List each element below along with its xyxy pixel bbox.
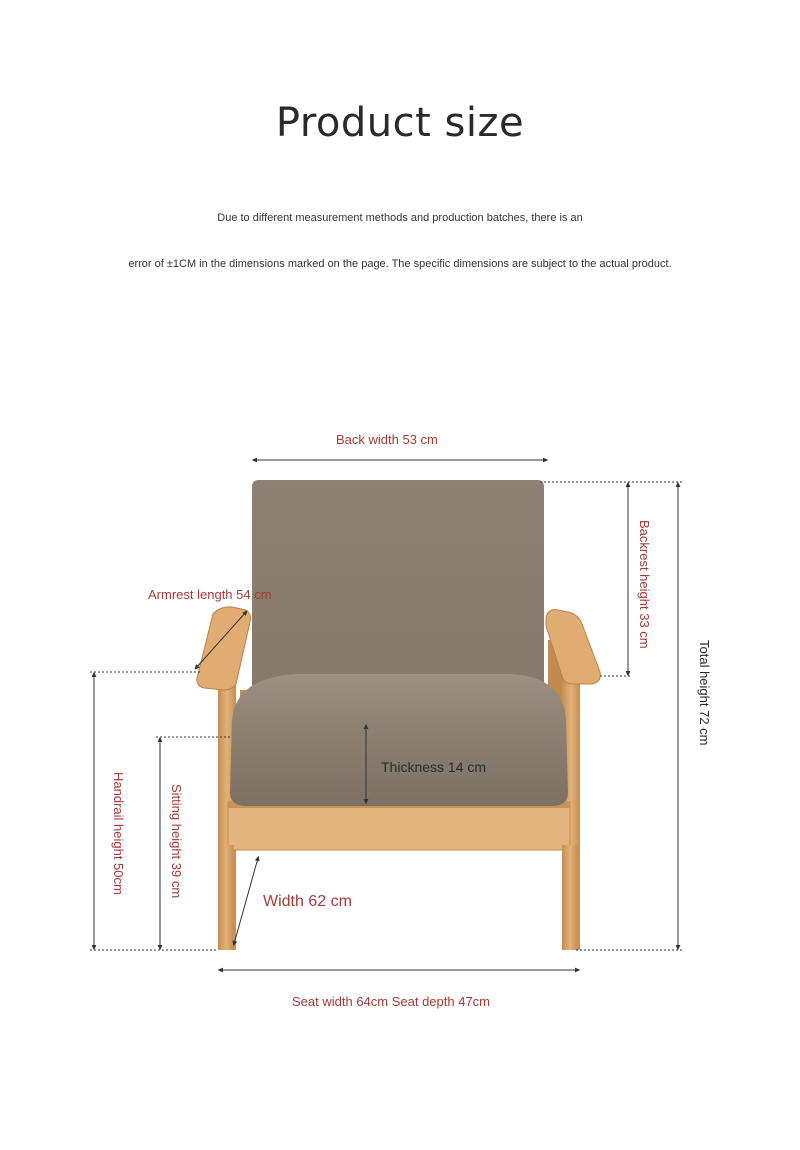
sitting-height-label: Sitting height 39 cm — [169, 784, 184, 899]
disclaimer-line-1: Due to different measurement methods and production batches, there is an — [217, 212, 583, 224]
width-arrow — [234, 858, 258, 944]
back-width-label: Back width 53 cm — [336, 432, 438, 447]
backrest-height-label: Backrest height 33 cm — [637, 520, 652, 649]
page-title: Product size — [275, 100, 525, 146]
armrest-length-label: Armrest length 54 cm — [148, 587, 272, 602]
seat-dimensions-label: Seat width 64cm Seat depth 47cm — [292, 994, 491, 1009]
seat-frame-rail — [228, 802, 570, 850]
width-label: Width 62 cm — [263, 893, 352, 910]
handrail-height-label: Handrail height 50cm — [111, 772, 126, 895]
front-left-leg — [218, 845, 234, 950]
seat-cushion — [230, 674, 568, 806]
left-armrest — [197, 607, 251, 690]
front-right-leg — [562, 845, 578, 950]
backrest-cushion — [252, 480, 544, 692]
thickness-label: Thickness 14 cm — [381, 759, 487, 775]
total-height-label: Total height 72 cm — [697, 640, 712, 746]
disclaimer-line-2: error of ±1CM in the dimensions marked on the page. The specific dimensions are subject to the actual product. — [128, 258, 672, 270]
